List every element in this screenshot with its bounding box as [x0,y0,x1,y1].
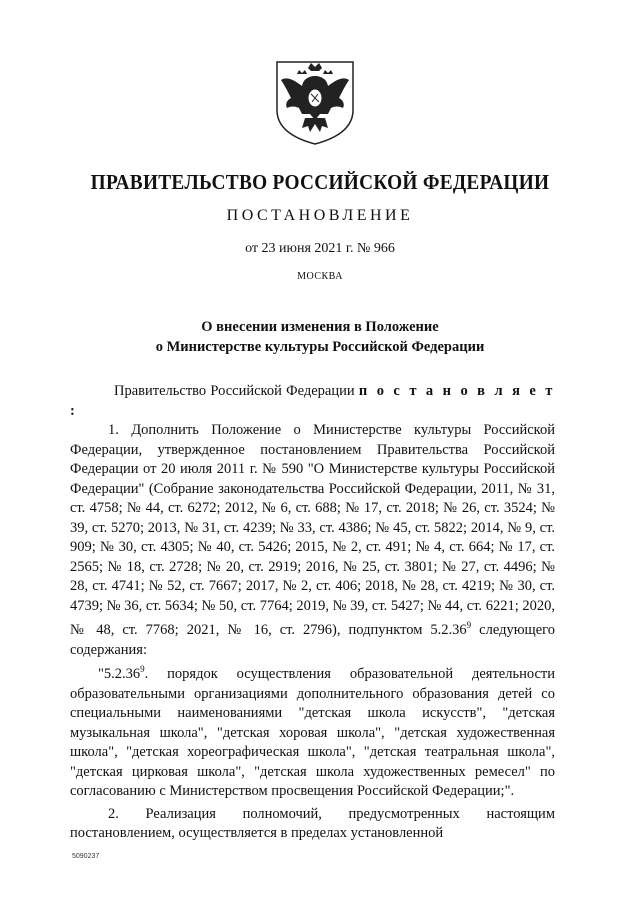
paragraph-2: 2. Реализация полномочий, предусмотренных настоящим постановлением, осуществляется в пределах установленной [70,805,555,841]
quote-number: "5.2.36 [98,666,141,682]
government-heading: ПРАВИТЕЛЬСТВО РОССИЙСКОЙ ФЕДЕРАЦИИ [90,170,550,194]
quote-text: . порядок осуществления образовательной деятельности образовательными организациями дополнительного образования детей со специальными наименованиями "детская школа искусств", "детская музыкальная школа", "детская хоровая школа", "детская художественная школа", "детская хореографическая школа", "детская театральная школа", "детская цирковая школа", "детская школа художественных ремесел" по согласованию с Министерством просвещения Российской Федерации;". [70,666,555,799]
coat-of-arms-emblem [272,58,358,146]
paragraph-1 [70,421,555,660]
document-title [0,317,640,357]
quote-sup: 9 [140,664,145,674]
paragraph-1-tail: следующего содержания: [70,622,555,658]
intro-text: Правительство Российской Федерации [114,383,359,399]
document-kind: ПОСТАНОВЛЕНИЕ [226,207,414,224]
city-label: МОСКВА [297,271,343,282]
title-line-2: о Министерстве культуры Российской Федерации [155,339,485,355]
document-date-number: от 23 июня 2021 г. № 966 [245,241,395,256]
paragraph-1-text: 1. Дополнить Положение о Министерстве культуры Российской Федерации, утвержденное постановлением Правительства Российской Федерации от 20 июля 2011 г. № 590 "О Министерстве культуры Российской Федерации" (Собрание законодательства Российской Федерации, 2011, № 31, ст. 4758; № 44, ст. 6272; 2012, № 6, ст. 688; № 17, ст. 2018; № 26, ст. 3524; № 39, ст. 5270; 2013, № 31, ст. 4239; № 33, ст. 4386; № 45, ст. 5822; 2014, № 9, ст. 909; № 30, ст. 4305; № 40, ст. 5426; 2015, № 2, ст. 491; № 4, ст. 664; № 17, ст. 2565; № 18, ст. 2728; № 20, ст. 2919; 2016, № 25, ст. 3801; № 27, ст. 4496; № 28, ст. 4741; № 52, ст. 7667; 2017, № 2, ст. 406; 2018, № 28, ст. 4219; № 30, ст. 4739; № 36, ст. 5634; № 50, ст. 7764; 2019, № 39, ст. 5427; № 44, ст. 6221; 2020, № 48, ст. 7768; 2021, № 16, ст. 2796), подпунктом 5.2.36 [70,422,555,638]
paragraph-1-sup: 9 [466,620,472,630]
intro-resolves: п о с т а н о в л я е т : [70,383,555,419]
title-line-1: О внесении изменения в Положение [201,319,439,335]
footer-code: 5090237 [72,853,100,860]
document-body [70,382,555,844]
quoted-subparagraph [70,660,555,802]
intro-paragraph [70,382,555,421]
